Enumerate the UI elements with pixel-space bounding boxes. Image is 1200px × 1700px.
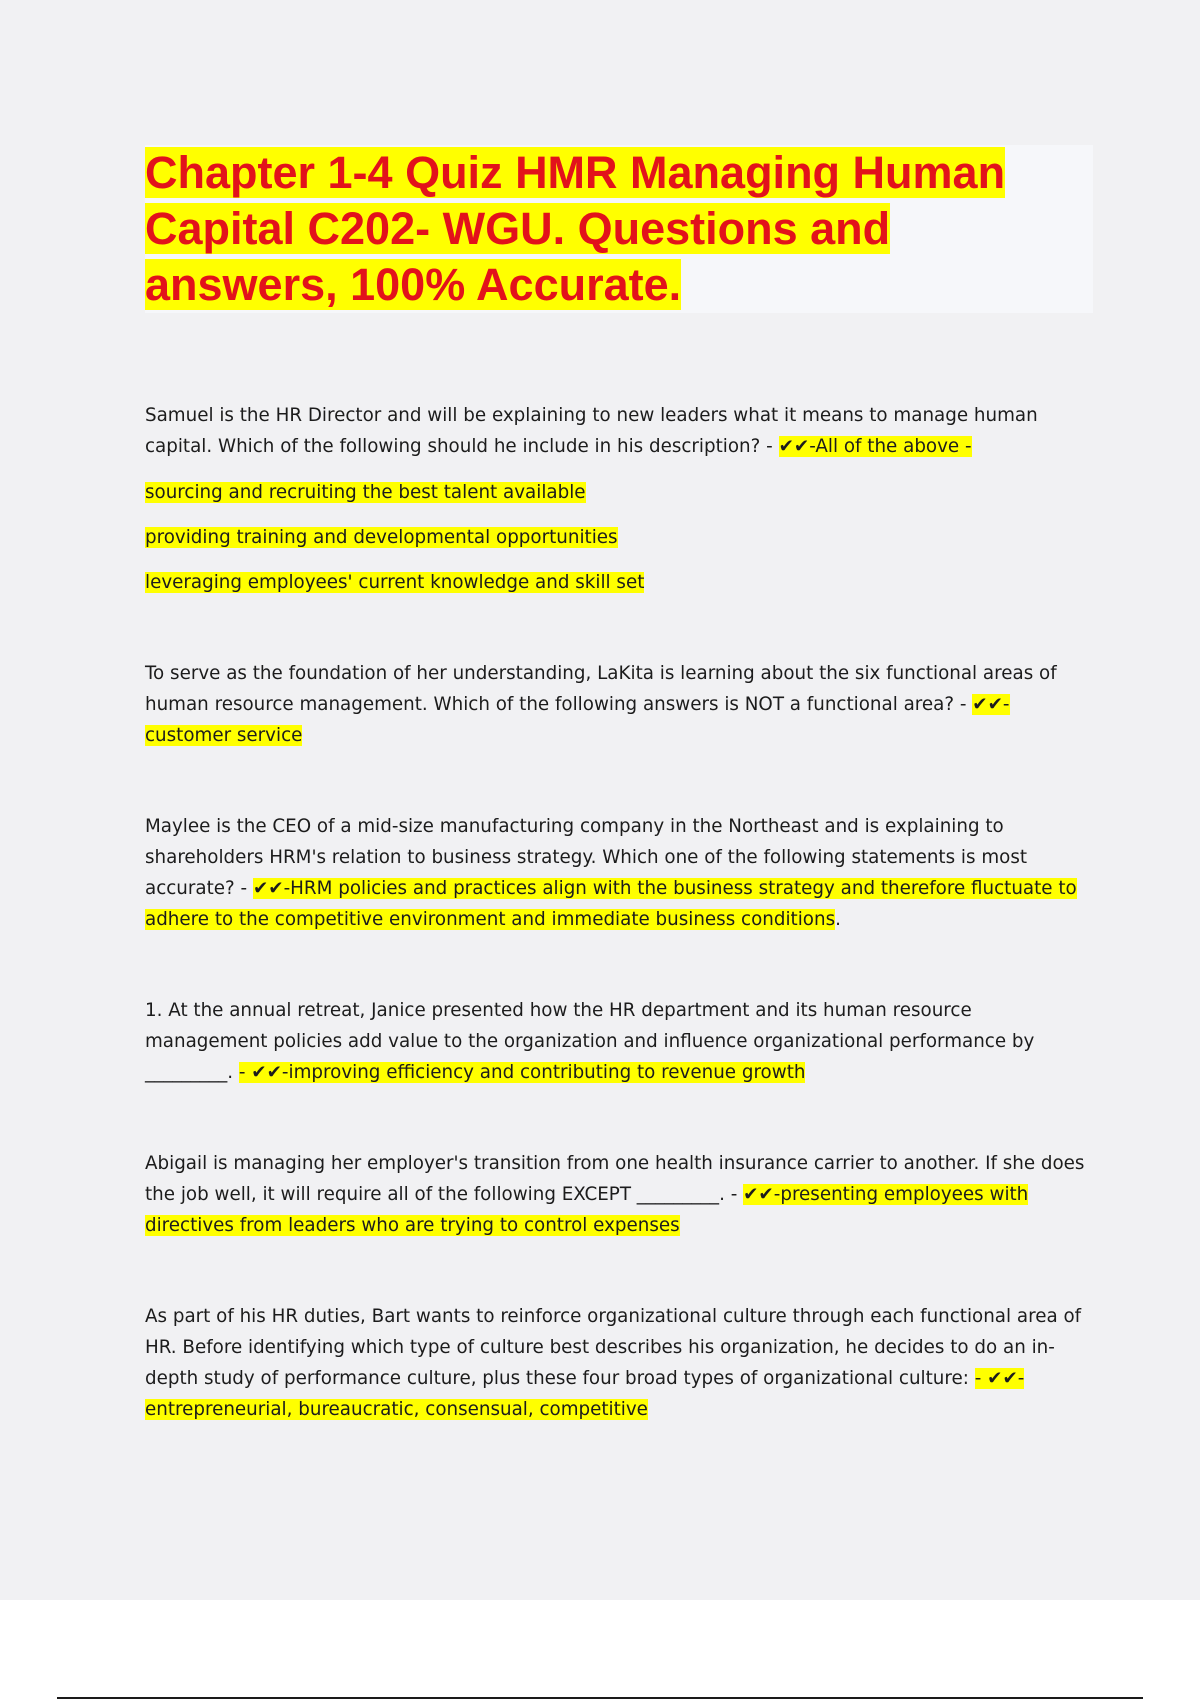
page-footer — [0, 1600, 1200, 1700]
answer-tail: . — [835, 909, 841, 930]
answer-option — [145, 477, 1090, 508]
question-text — [145, 995, 1090, 1088]
answer-highlight: ✔✔-presenting employees with directives from leaders who are trying to control expenses — [145, 1184, 1029, 1236]
document-title — [145, 145, 1085, 313]
answer-option-text: leveraging employees' current knowledge and skill set — [145, 572, 645, 593]
question-4 — [145, 995, 1090, 1088]
spacer — [145, 598, 1090, 658]
footer-divider — [57, 1697, 1143, 1699]
question-text — [145, 400, 1090, 462]
answer-option — [145, 567, 1090, 598]
document-title-text: Chapter 1-4 Quiz HMR Managing Human Capital C202- WGU. Questions and answers, 100% Accurate. — [145, 147, 1006, 310]
question-prompt: To serve as the foundation of her understanding, LaKita is learning about the six functional areas of human resource management. Which of the following answers is NOT a functional area? - — [145, 663, 1057, 715]
answer-highlight: - ✔✔-improving efficiency and contributing to revenue growth — [238, 1062, 806, 1083]
spacer — [145, 1088, 1090, 1148]
question-text — [145, 1148, 1090, 1241]
spacer — [145, 751, 1090, 811]
question-6 — [145, 1301, 1090, 1425]
question-1 — [145, 400, 1090, 598]
answer-option-text: sourcing and recruiting the best talent available — [145, 482, 586, 503]
answer-option-text: providing training and developmental opportunities — [145, 527, 618, 548]
question-text — [145, 811, 1090, 935]
spacer — [145, 462, 1090, 477]
answer-highlight: ✔✔-HRM policies and practices align with the business strategy and therefore fluctuate to adhere to the competitive environment and immediate business conditions — [145, 878, 1077, 930]
question-2 — [145, 658, 1090, 751]
spacer — [145, 935, 1090, 995]
question-text — [145, 658, 1090, 751]
question-5 — [145, 1148, 1090, 1241]
answer-highlight: ✔✔-All of the above - — [778, 436, 972, 457]
question-prompt: Samuel is the HR Director and will be explaining to new leaders what it means to manage human capital. Which of the following should he include in his description? - — [145, 405, 1038, 457]
answer-option — [145, 522, 1090, 553]
spacer — [145, 1241, 1090, 1301]
question-prompt: Maylee is the CEO of a mid-size manufacturing company in the Northeast and is explaining to shareholders HRM's relation to business strategy. Which one of the following statements is most accurate? - — [145, 816, 1028, 899]
spacer — [145, 553, 1090, 567]
answer-highlight: - ✔✔-entrepreneurial, bureaucratic, consensual, competitive — [145, 1368, 1025, 1420]
question-prompt: Abigail is managing her employer's transition from one health insurance carrier to another. If she does the job well, it will require all of the following EXCEPT _________. - — [145, 1153, 1085, 1205]
answer-highlight: ✔✔-customer service — [145, 694, 1010, 746]
question-prompt: As part of his HR duties, Bart wants to reinforce organizational culture through each functional area of HR. Before identifying which type of culture best describes his organization, he decides to do an in-depth study of performance culture, plus these four broad types of organizational culture: — [145, 1306, 1082, 1389]
question-text — [145, 1301, 1090, 1425]
questions-list — [145, 400, 1090, 1425]
question-prompt: 1. At the annual retreat, Janice presented how the HR department and its human resource management policies add value to the organization and influence organizational performance by _________. — [145, 1000, 1035, 1083]
question-3 — [145, 811, 1090, 935]
spacer — [145, 508, 1090, 522]
